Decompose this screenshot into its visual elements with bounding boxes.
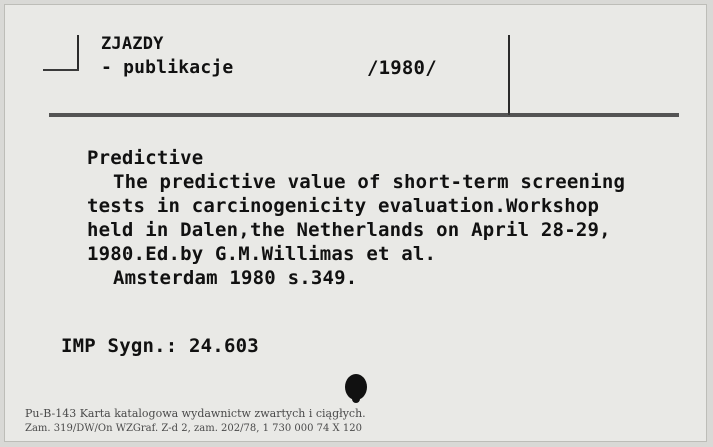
entry-heading: Predictive: [87, 147, 204, 169]
card-punch-hole: [345, 374, 367, 400]
header-bracket: [77, 35, 79, 71]
catalog-card: [4, 4, 707, 442]
entry-line-5: Amsterdam 1980 s.349.: [113, 267, 358, 289]
footer-line-2: Zam. 319/DW/On WZGraf. Z-d 2, zam. 202/78, 1 730 000 74 X 120: [25, 423, 362, 434]
header-year: /1980/: [367, 57, 437, 79]
header-vertical-rule: [508, 35, 510, 115]
header-subject: ZJAZDY: [101, 34, 164, 54]
entry-line-4: 1980.Ed.by G.M.Willimas et al.: [87, 243, 437, 265]
entry-line-2: tests in carcinogenicity evaluation.Workshop: [87, 195, 600, 217]
header-bracket-foot: [43, 69, 79, 71]
footer-line-1: Pu-B-143 Karta katalogowa wydawnictw zwartych i ciągłych.: [25, 407, 366, 420]
entry-line-1: The predictive value of short-term screening: [113, 171, 626, 193]
call-number: IMP Sygn.: 24.603: [61, 335, 259, 357]
header-subtitle: - publikacje: [101, 57, 234, 78]
entry-line-3: held in Dalen,the Netherlands on April 28-29,: [87, 219, 611, 241]
header-horizontal-rule: [49, 113, 679, 117]
